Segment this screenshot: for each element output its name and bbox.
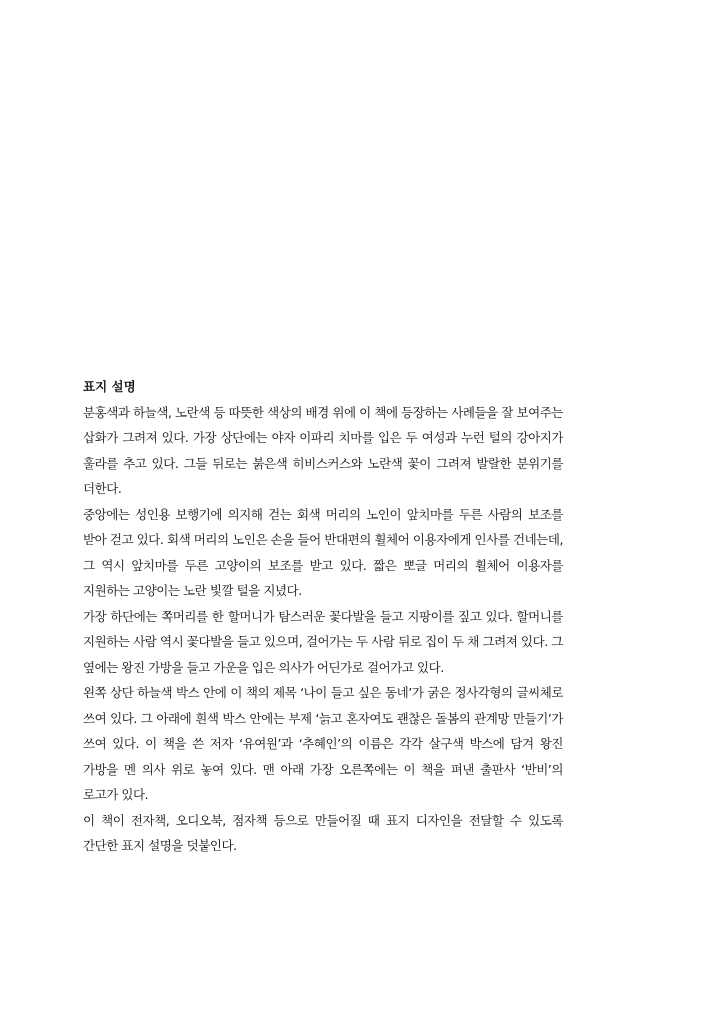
- paragraph-background: 분홍색과 하늘색, 노란색 등 따뜻한 색상의 배경 위에 이 책에 등장하는 사례들을 잘 보여주는 삽화가 그려져 있다. 가장 상단에는 야자 이파리 치마를 입은 두 여성과 누런 털의 강아지가 훌라를 추고 있다. 그들 뒤로는 붉은색 히비스커스와 노란색 꽃이 그려져 발랄한 분위기를 더한다.: [83, 404, 563, 496]
- paragraph-title-area: 왼쪽 상단 하늘색 박스 안에 이 책의 제목 ‘나이 들고 싶은 동네’가 굵은 정사각형의 글씨체로 쓰여 있다. 그 아래에 흰색 박스 안에는 부제 ‘늙고 혼자여도 괜찮은 돌봄의 관계망 만들기’가 쓰여 있다. 이 책을 쓴 저자 ‘유여원’과 ‘추혜인’의 이름은 각각 살구색 박스에 담겨 왕진 가방을 멘 의사 위로 놓여 있다. 맨 아래 가장 오른쪽에는 이 책을 펴낸 출판사 ‘반비’의 로고가 있다.: [83, 685, 563, 802]
- paragraph-center: 중앙에는 성인용 보행기에 의지해 걷는 회색 머리의 노인이 앞치마를 두른 사람의 보조를 받아 걷고 있다. 회색 머리의 노인은 손을 들어 반대편의 휠체어 이용자에게 인사를 건네는데, 그 역시 앞치마를 두른 고양이의 보조를 받고 있다. 짧은 뽀글 머리의 휠체어 이용자를 지원하는 고양이는 노란 빛깔 털을 지녔다.: [83, 506, 563, 598]
- paragraph-bottom: 가장 하단에는 쪽머리를 한 할머니가 탐스러운 꽃다발을 들고 지팡이를 짚고 있다. 할머니를 지원하는 사람 역시 꽃다발을 들고 있으며, 걸어가는 두 사람 뒤로 집이 두 채 그려져 있다. 그 옆에는 왕진 가방을 들고 가운을 입은 의사가 어딘가로 걸어가고 있다.: [83, 608, 563, 675]
- paragraph-note: 이 책이 전자책, 오디오북, 점자책 등으로 만들어질 때 표지 디자인을 전달할 수 있도록 간단한 표지 설명을 덧붙인다.: [83, 812, 563, 853]
- cover-description: [83, 374, 563, 859]
- section-heading: 표지 설명: [83, 379, 136, 394]
